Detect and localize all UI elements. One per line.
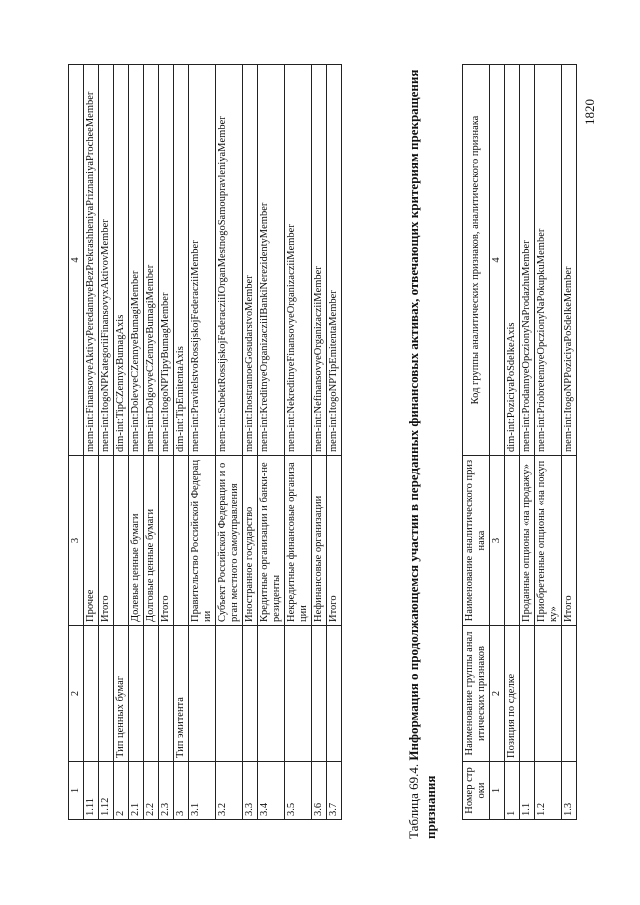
attribute-name: Итого <box>327 456 342 626</box>
caption-prefix: Таблица 69.4. <box>406 760 421 839</box>
attribute-name <box>114 456 129 626</box>
row-number: 3.5 <box>285 762 312 820</box>
header-cell: Наименование аналитического признака <box>463 456 490 626</box>
header-cell: Наименование группы аналитических признаков <box>463 626 490 762</box>
row-number: 3.1 <box>189 762 216 820</box>
attribute-name: Некредитные финансовые организации <box>285 456 312 626</box>
table-row <box>535 65 562 820</box>
table-row <box>562 65 577 820</box>
row-number: 1.1 <box>520 762 535 820</box>
attribute-code: mem-int:InostrannoeGosudarstvoMember <box>243 65 258 456</box>
attribute-code: mem-int:ProdannyeOpczionyNaProdazhuMember <box>520 65 535 456</box>
group-name <box>84 626 99 762</box>
table-continuing-involvement <box>462 64 577 820</box>
attribute-name: Итого <box>159 456 174 626</box>
group-name <box>129 626 144 762</box>
table-row <box>84 65 99 820</box>
attribute-code: mem-int:NekreditnyeFinansovyeOrganizacziiMember <box>285 65 312 456</box>
attribute-code: mem-int:ItogoNPTipEmitentaMember <box>327 65 342 456</box>
group-name <box>258 626 285 762</box>
attribute-code: mem-int:FinansovyeAktivyPeredannyeBezPrekrashheniyaPriznaniyaProcheeMember <box>84 65 99 456</box>
header-cell: 3 <box>490 456 505 626</box>
table-row <box>258 65 285 820</box>
header-cell: 4 <box>69 65 84 456</box>
group-name <box>99 626 114 762</box>
attribute-code: mem-int:NefinansovyeOrganizacziiMember <box>312 65 327 456</box>
attribute-code: mem-int:ItogoNPTipyBumagMember <box>159 65 174 456</box>
attribute-name: Проданные опционы «на продажу» <box>520 456 535 626</box>
attribute-name: Долговые ценные бумаги <box>144 456 159 626</box>
row-number: 2.1 <box>129 762 144 820</box>
group-name <box>189 626 216 762</box>
table-row <box>129 65 144 820</box>
row-number: 3.4 <box>258 762 285 820</box>
table-row <box>114 65 129 820</box>
attribute-name <box>174 456 189 626</box>
attribute-code: mem-int:DolevyeCZennyeBumagiMember <box>129 65 144 456</box>
attribute-name: Нефинансовые организации <box>312 456 327 626</box>
row-number: 3.2 <box>216 762 243 820</box>
table-row <box>216 65 243 820</box>
header-cell: 1 <box>69 762 84 820</box>
table-row <box>505 65 520 820</box>
table-row <box>174 65 189 820</box>
attribute-code: mem-int:ItogoNPPoziciyaPoSdelkeMember <box>562 65 577 456</box>
header-cell: 3 <box>69 456 84 626</box>
row-number: 3 <box>174 762 189 820</box>
attribute-code: mem-int:PravitelstvoRossijskojFederacziiMember <box>189 65 216 456</box>
row-number: 2.2 <box>144 762 159 820</box>
group-name: Тип ценных бумаг <box>114 626 129 762</box>
group-name: Тип эмитента <box>174 626 189 762</box>
table-row <box>327 65 342 820</box>
row-number: 3.7 <box>327 762 342 820</box>
table-analytic-attributes-continued <box>68 64 342 820</box>
attribute-name: Субъект Российской Федерации и орган местного самоуправления <box>216 456 243 626</box>
group-name <box>285 626 312 762</box>
row-number: 2.3 <box>159 762 174 820</box>
attribute-name: Прочее <box>84 456 99 626</box>
table-row <box>243 65 258 820</box>
table-row <box>285 65 312 820</box>
attribute-name <box>505 456 520 626</box>
group-name <box>562 626 577 762</box>
attribute-code: mem-int:KreditnyeOrganizacziiIBankiNerezidentyMember <box>258 65 285 456</box>
row-number: 1.11 <box>84 762 99 820</box>
header-cell: Код группы аналитических признаков, аналитического признака <box>463 65 490 456</box>
group-name <box>520 626 535 762</box>
attribute-name: Правительство Российской Федерации <box>189 456 216 626</box>
caption-title: Информация о продолжающемся участии в переданных финансовых активах, отвечающих критериям прекращения признания <box>406 69 438 839</box>
group-name <box>327 626 342 762</box>
header-cell: 2 <box>69 626 84 762</box>
table-number-row <box>490 65 505 820</box>
attribute-name: Итого <box>99 456 114 626</box>
attribute-code: mem-int:PriobretennyeOpczionyNaPokupkuMember <box>535 65 562 456</box>
row-number: 1 <box>505 762 520 820</box>
row-number: 1.3 <box>562 762 577 820</box>
attribute-name: Кредитные организации и банки-нерезиденты <box>258 456 285 626</box>
header-cell: 4 <box>490 65 505 456</box>
attribute-code: dim-int:PoziciyaPoSdelkeAxis <box>505 65 520 456</box>
attribute-code: dim-int:TipEmitentaAxis <box>174 65 189 456</box>
attribute-code: dim-int:TipCZennyxBumagAxis <box>114 65 129 456</box>
group-name <box>159 626 174 762</box>
table-row <box>312 65 327 820</box>
table-row <box>99 65 114 820</box>
attribute-name: Долевые ценные бумаги <box>129 456 144 626</box>
table-row <box>189 65 216 820</box>
header-cell: 2 <box>490 626 505 762</box>
table-header-row <box>463 65 490 820</box>
attribute-name: Приобретенные опционы «на покупку» <box>535 456 562 626</box>
attribute-name: Иностранное государство <box>243 456 258 626</box>
row-number: 1.2 <box>535 762 562 820</box>
page-number: 1820 <box>582 99 597 125</box>
group-name <box>243 626 258 762</box>
group-name <box>144 626 159 762</box>
header-cell: 1 <box>490 762 505 820</box>
table-caption <box>405 49 439 839</box>
group-name <box>535 626 562 762</box>
attribute-code: mem-int:SubektRossijskojFederacziiIOrganMestnogoSamoupravleniyaMember <box>216 65 243 456</box>
attribute-code: mem-int:ItogoNPKategoriiFinansovyxAktivovMember <box>99 65 114 456</box>
attribute-code: mem-int:DolgovyeCZennyeBumagiMember <box>144 65 159 456</box>
table-row <box>144 65 159 820</box>
table-header-row <box>69 65 84 820</box>
header-cell: Номер строки <box>463 762 490 820</box>
group-name: Позиция по сделке <box>505 626 520 762</box>
row-number: 3.3 <box>243 762 258 820</box>
group-name <box>312 626 327 762</box>
table-row <box>159 65 174 820</box>
group-name <box>216 626 243 762</box>
row-number: 2 <box>114 762 129 820</box>
table-row <box>520 65 535 820</box>
row-number: 1.12 <box>99 762 114 820</box>
row-number: 3.6 <box>312 762 327 820</box>
attribute-name: Итого <box>562 456 577 626</box>
